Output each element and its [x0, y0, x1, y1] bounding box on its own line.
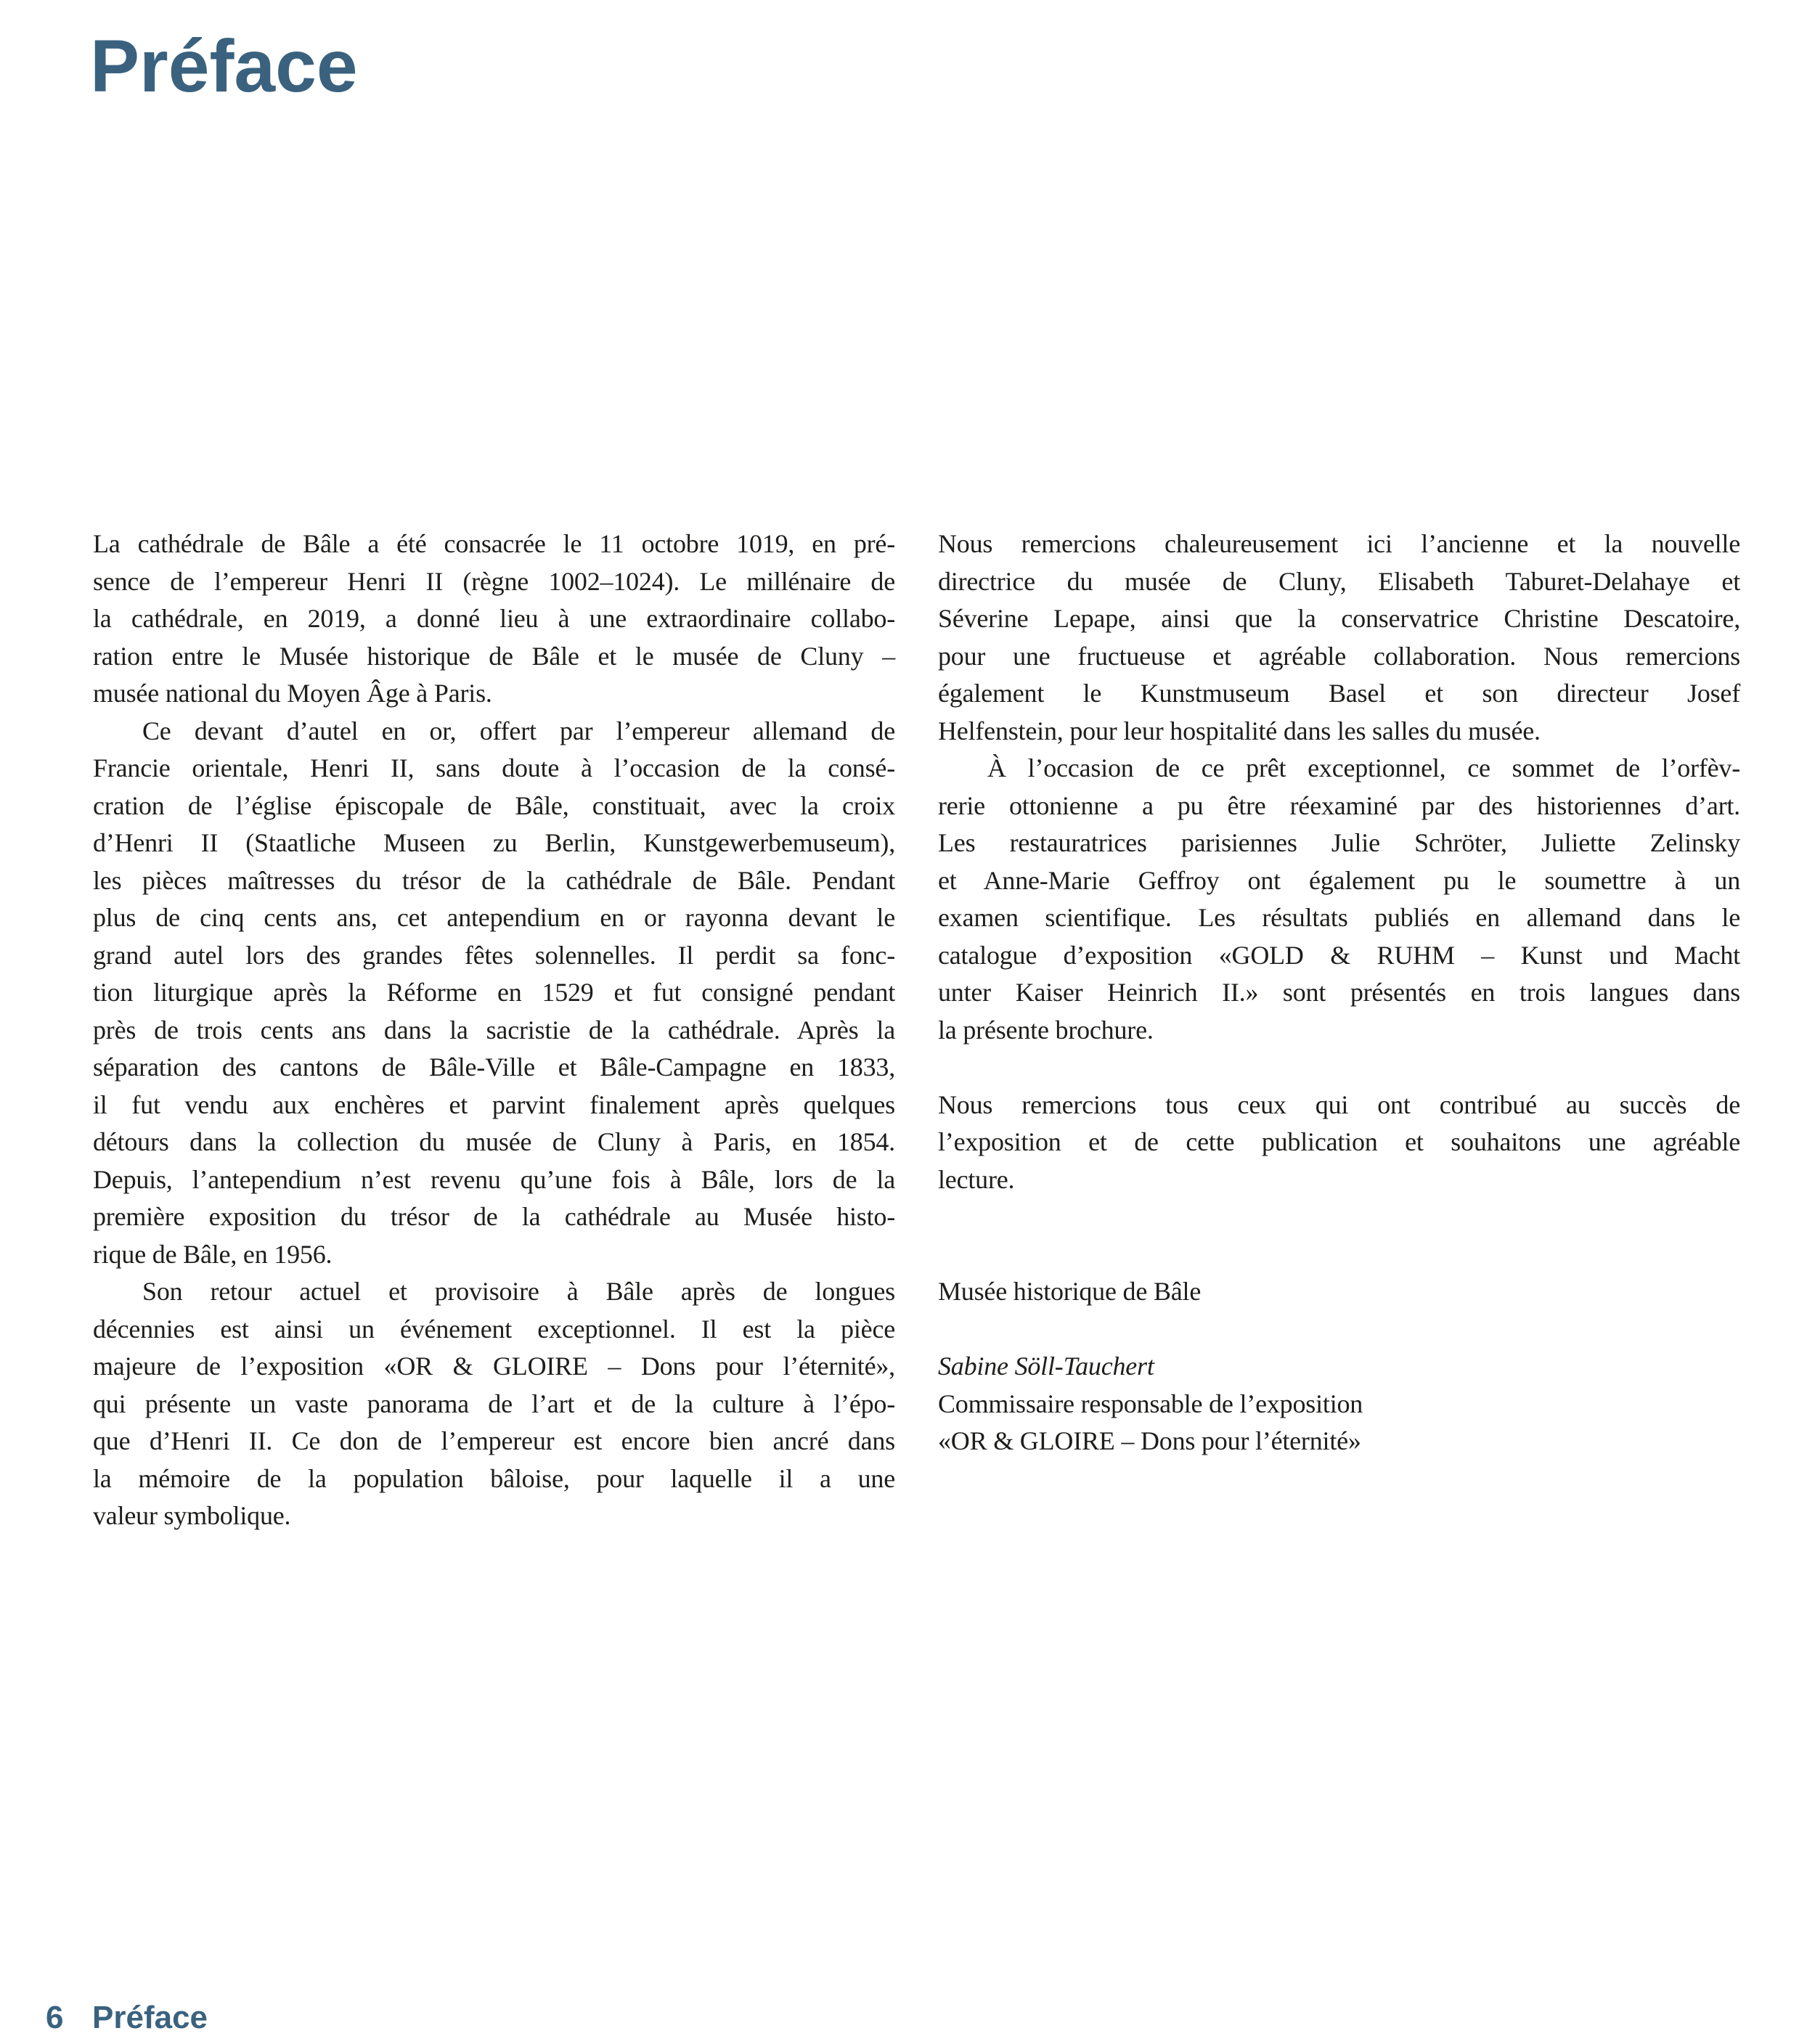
text-line: Nous remercions chaleureusement ici l’ancienne et la nouvelle: [938, 529, 1740, 558]
paragraph: [938, 1087, 1740, 1199]
text-line: Helfenstein, pour leur hospitalité dans les salles du musée.: [938, 716, 1541, 745]
text-line: la cathédrale, en 2019, a donné lieu à une extraordinaire collabo-: [93, 604, 895, 633]
text-line: ration entre le Musée historique de Bâle et le musée de Cluny –: [93, 641, 895, 671]
text-line: grand autel lors des grandes fêtes solennelles. Il perdit sa fonc-: [93, 940, 895, 970]
text-line: plus de cinq cents ans, cet antependium en or rayonna devant le: [93, 903, 895, 932]
text-line: Ce devant d’autel en or, offert par l’empereur allemand de: [142, 716, 895, 745]
paragraph: [938, 1348, 1740, 1386]
text-line: unter Kaiser Heinrich II.» sont présentés en trois langues dans: [938, 978, 1740, 1007]
right-column: [938, 526, 1740, 1460]
text-line: lecture.: [938, 1164, 1015, 1194]
text-line: Son retour actuel et provisoire à Bâle après de longues: [142, 1277, 895, 1306]
text-line: Les restauratrices parisiennes Julie Schröter, Juliette Zelinsky: [938, 828, 1740, 857]
paragraph: [93, 526, 895, 713]
paragraph: [93, 713, 895, 1274]
text-line: pour une fructueuse et agréable collaboration. Nous remercions: [938, 641, 1740, 671]
text-line: musée national du Moyen Âge à Paris.: [93, 679, 492, 708]
text-line: rerie ottonienne a pu être réexaminé par des historiennes d’art.: [938, 790, 1740, 820]
text-line: Commissaire responsable de l’exposition: [938, 1389, 1363, 1418]
text-line: majeure de l’exposition «OR & GLOIRE – Dons pour l’éternité»,: [93, 1352, 895, 1381]
text-line: Depuis, l’antependium n’est revenu qu’une fois à Bâle, lors de la: [93, 1164, 895, 1194]
text-line: Sabine Söll-Tauchert: [938, 1352, 1154, 1381]
text-line: Musée historique de Bâle: [938, 1277, 1202, 1306]
text-line: sence de l’empereur Henri II (règne 1002–1024). Le millénaire de: [93, 566, 895, 596]
text-line: cration de l’église épiscopale de Bâle, constituait, avec la croix: [93, 790, 895, 820]
text-line: la présente brochure.: [938, 1015, 1154, 1045]
paragraph: [938, 750, 1740, 1049]
text-line: la mémoire de la population bâloise, pour laquelle il a une: [93, 1463, 895, 1493]
text-line: rique de Bâle, en 1956.: [93, 1239, 333, 1269]
page-title: Préface: [90, 25, 358, 107]
text-line: La cathédrale de Bâle a été consacrée le 11 octobre 1019, en pré-: [93, 529, 895, 558]
text-line: les pièces maîtresses du trésor de la cathédrale de Bâle. Pendant: [93, 865, 895, 895]
text-line: directrice du musée de Cluny, Elisabeth Taburet-Delahaye et: [938, 566, 1740, 596]
text-line: également le Kunstmuseum Basel et son directeur Josef: [938, 679, 1740, 708]
text-line: près de trois cents ans dans la sacristie de la cathédrale. Après la: [93, 1015, 895, 1045]
page-footer: [0, 1999, 1815, 2037]
text-line: détours dans la collection du musée de Cluny à Paris, en 1854.: [93, 1127, 895, 1156]
page-number: 6: [46, 2000, 64, 2035]
text-line: d’Henri II (Staatliche Museen zu Berlin, Kunstgewerbemuseum),: [93, 828, 895, 857]
left-column: [93, 526, 895, 1535]
footer-section-label: Préface: [92, 2000, 208, 2035]
text-line: que d’Henri II. Ce don de l’empereur est encore bien ancré dans: [93, 1426, 895, 1455]
text-line: qui présente un vaste panorama de l’art et de la culture à l’épo-: [93, 1389, 895, 1418]
paragraph: [938, 1273, 1740, 1311]
text-line: première exposition du trésor de la cathédrale au Musée histo-: [93, 1202, 895, 1231]
paragraph: [938, 526, 1740, 750]
text-line: Nous remercions tous ceux qui ont contribué au succès de: [938, 1090, 1740, 1119]
text-line: valeur symbolique.: [93, 1501, 291, 1530]
text-line: l’exposition et de cette publication et souhaitons une agréable: [938, 1127, 1740, 1156]
text-line: Séverine Lepape, ainsi que la conservatrice Christine Descatoire,: [938, 604, 1740, 633]
text-line: et Anne-Marie Geffroy ont également pu le soumettre à un: [938, 865, 1740, 895]
text-line: Francie orientale, Henri II, sans doute à l’occasion de la consé-: [93, 753, 895, 782]
text-line: examen scientifique. Les résultats publiés en allemand dans le: [938, 903, 1740, 932]
text-line: il fut vendu aux enchères et parvint finalement après quelques: [93, 1090, 895, 1119]
text-line: À l’occasion de ce prêt exceptionnel, ce sommet de l’orfèv-: [987, 753, 1740, 782]
paragraph: [938, 1386, 1740, 1460]
text-line: tion liturgique après la Réforme en 1529 et fut consigné pendant: [93, 978, 895, 1007]
text-line: séparation des cantons de Bâle-Ville et Bâle-Campagne en 1833,: [93, 1052, 895, 1082]
text-line: «OR & GLOIRE – Dons pour l’éternité»: [938, 1426, 1361, 1455]
text-line: catalogue d’exposition «GOLD & RUHM – Kunst und Macht: [938, 940, 1740, 970]
paragraph: [93, 1273, 895, 1535]
text-line: décennies est ainsi un événement exceptionnel. Il est la pièce: [93, 1314, 895, 1344]
